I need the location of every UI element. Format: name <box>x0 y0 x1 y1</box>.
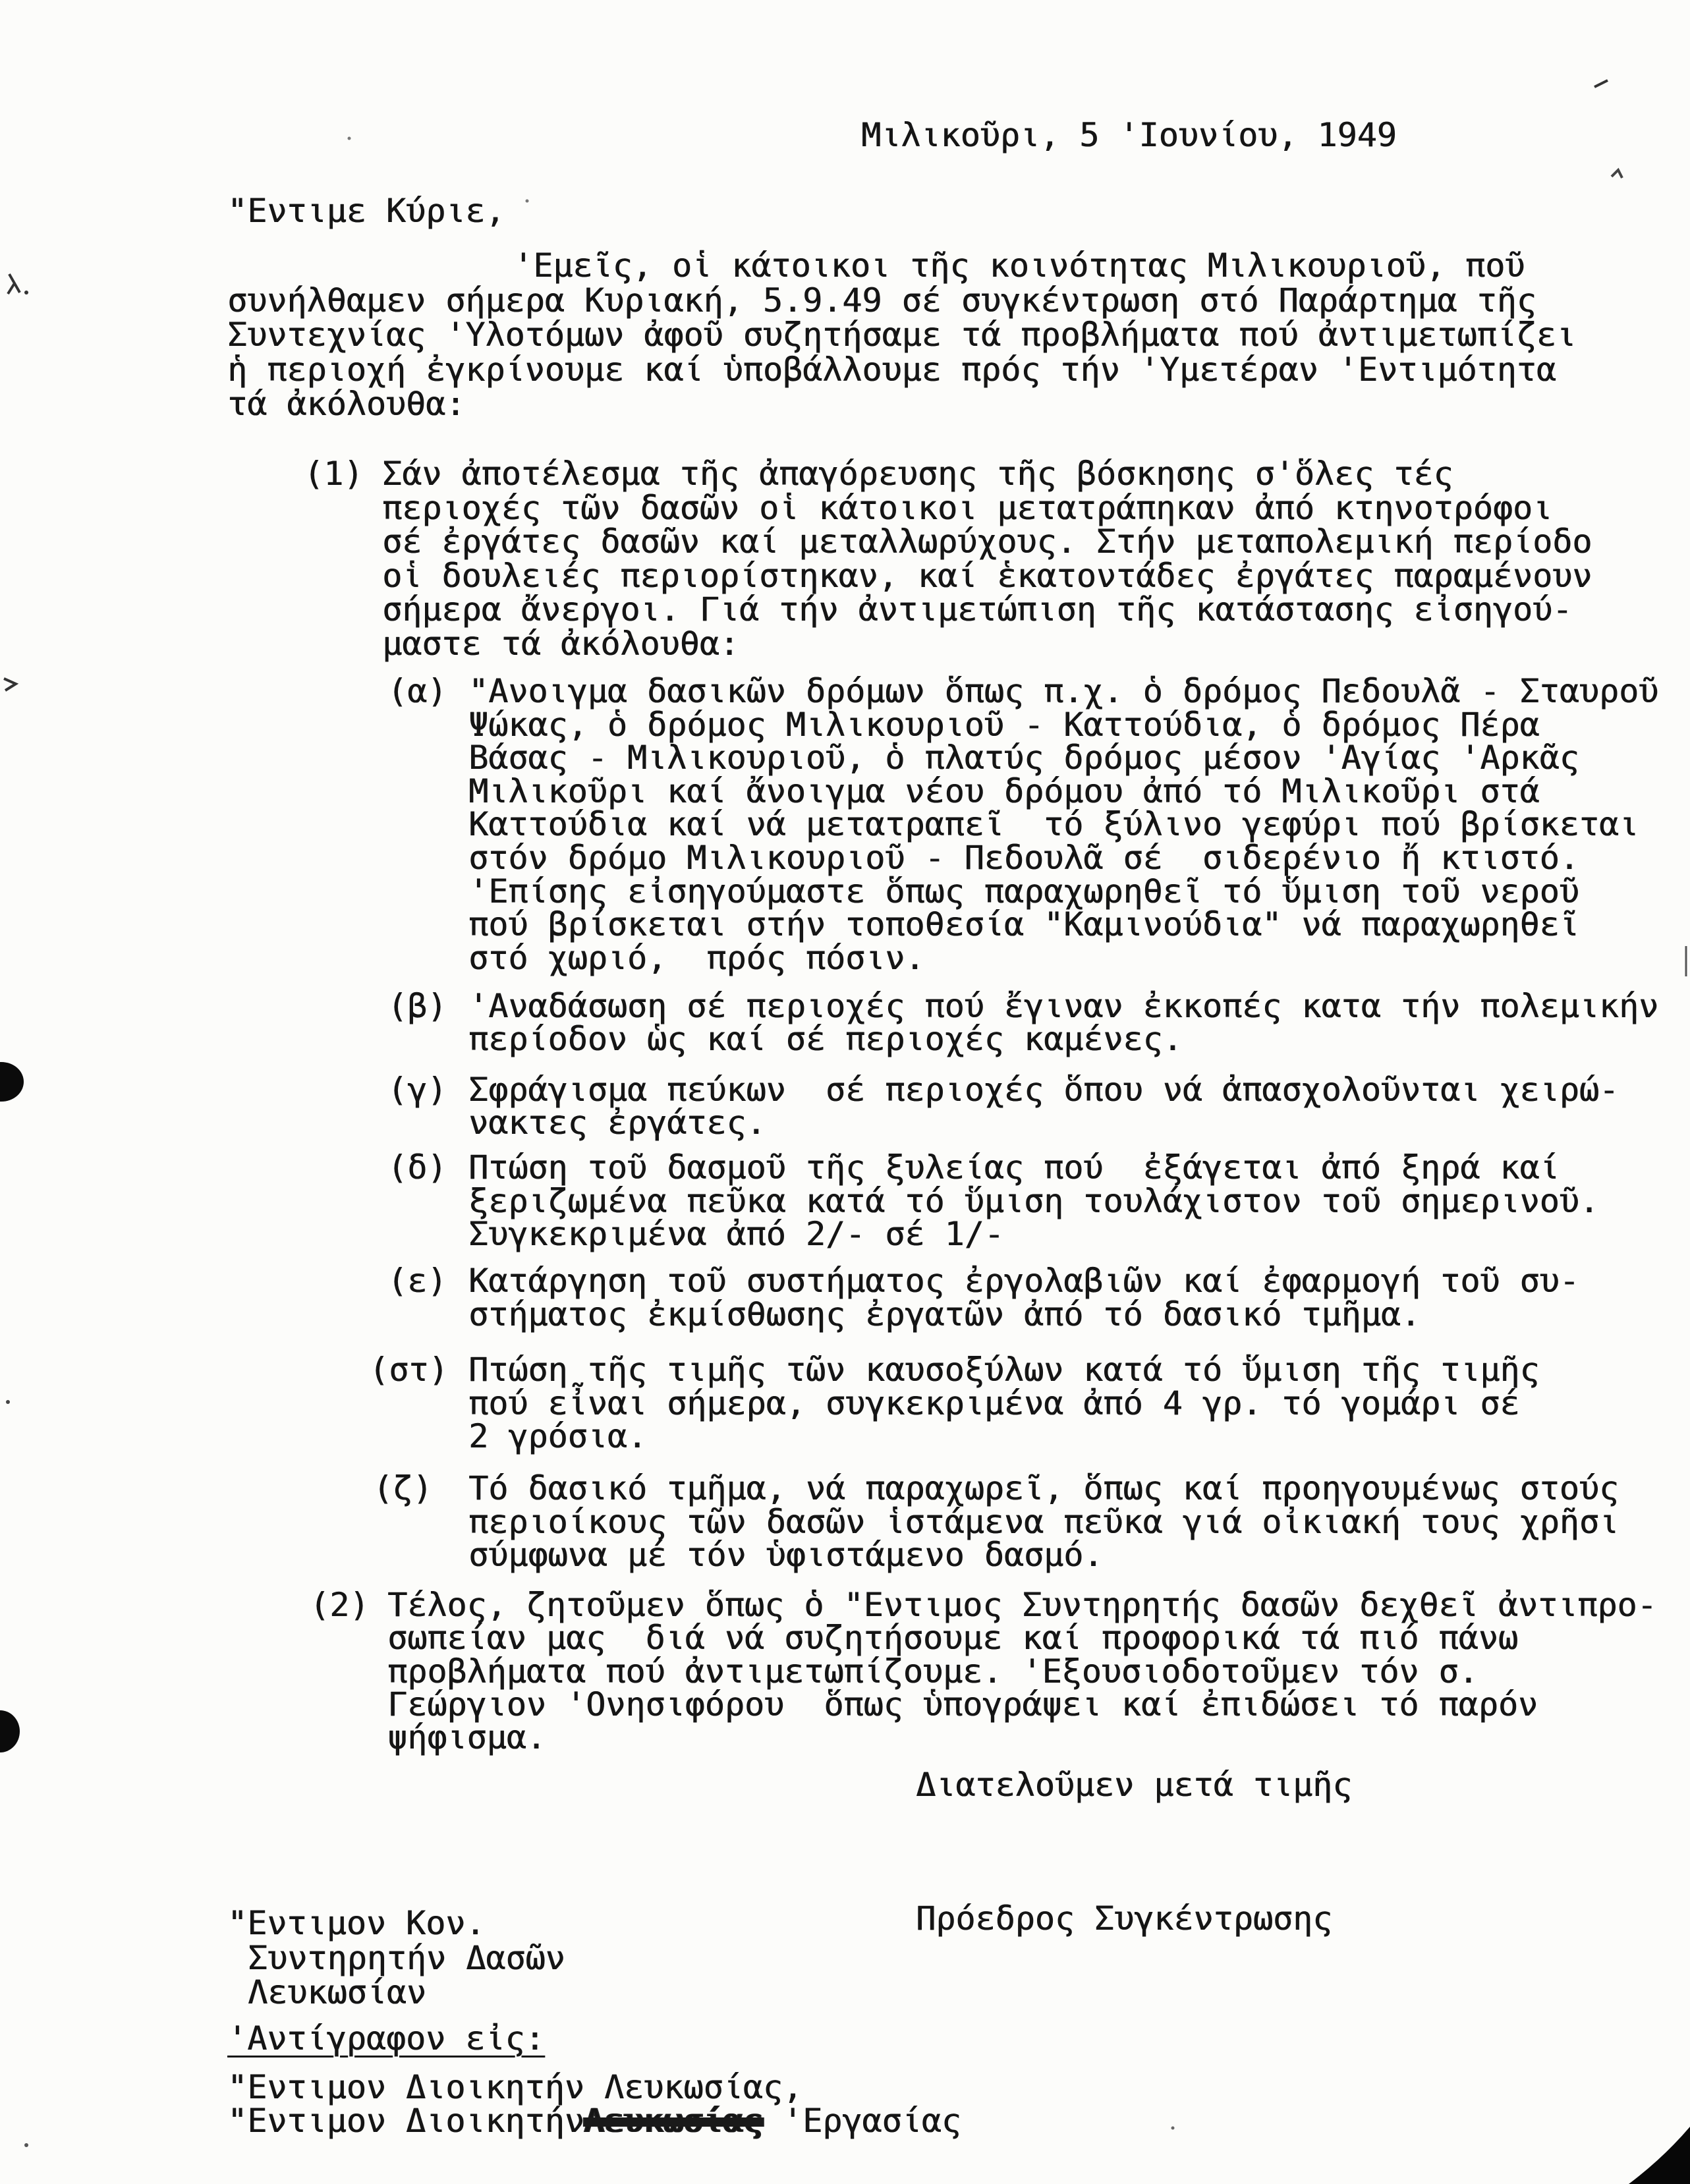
subitem-stigma-line: Πτώση τῆς τιμῆς τῶν καυσοξύλων κατά τό ὕμιση τῆς τιμῆς <box>468 1351 1540 1389</box>
subitem-stigma-line: πού εἶναι σήμερα, συγκεκριμένα ἀπό 4 γρ. τό γομάρι σέ <box>468 1384 1520 1422</box>
copy-recipient: "Εντιμον Διοικητήν Λευκωσίας, <box>227 2068 803 2106</box>
addressee-line: "Εντιμον Κον. <box>227 1904 486 1942</box>
scan-speck <box>6 1400 10 1404</box>
scan-speck <box>24 291 28 294</box>
item-marker-2: (2) <box>310 1586 370 1624</box>
subitem-delta-line: ξεριζωμένα πεῦκα κατά τό ὕμιση τουλάχιστον τοῦ σημερινοῦ. <box>468 1181 1599 1220</box>
addressee-line: Συντηρητήν Δασῶν <box>248 1938 565 1977</box>
item-1-line: μαστε τά ἀκόλουθα: <box>382 624 739 663</box>
corner-shadow <box>1629 2127 1690 2184</box>
subitem-marker-alpha: (α) <box>387 672 447 710</box>
subitem-marker-zeta: (ζ) <box>373 1469 433 1507</box>
punch-hole-shadow <box>0 1062 24 1102</box>
subitem-alpha-line: Βάσας - Μιλικουριοῦ, ὁ πλατύς δρόμος μέσον 'Αγίας 'Αρκᾶς <box>468 739 1579 777</box>
subitem-epsilon-text <box>468 1264 1579 1331</box>
intro-line: συνήλθαμεν σήμερα Κυριακή, 5.9.49 σέ συγκέντρωση στό Παράρτημα τῆς <box>227 281 1536 320</box>
scan-speck <box>4 679 16 690</box>
subitem-alpha-line: Καττούδια καί νά μετατραπεῖ τό ξύλινο γεφύρι πού βρίσκεται <box>468 805 1639 844</box>
intro-line: ἡ περιοχή ἐγκρίνουμε καί ὑποβάλλουμε πρός τήν 'Υμετέραν 'Εντιμότητα <box>227 350 1556 389</box>
intro-line: Συντεχνίας 'Υλοτόμων ἀφοῦ συζητήσαμε τά προβλήματα πού ἀντιμετωπίζει <box>227 316 1576 354</box>
intro-paragraph <box>227 248 1576 422</box>
item-1-line: Σάν ἀποτέλεσμα τῆς ἀπαγόρευσης τῆς βόσκησης σ'ὅλες τές <box>382 455 1453 493</box>
copies-heading: 'Αντίγραφον εἰς: <box>227 2019 545 2058</box>
subitem-zeta-line: σύμφωνα μέ τόν ὑφιστάμενο δασμό. <box>468 1536 1104 1574</box>
punch-hole-shadow <box>0 1710 20 1752</box>
subitem-gamma-line: Σφράγισμα πεύκων σέ περιοχές ὅπου νά ἀπασχολοῦνται χειρώ- <box>468 1071 1619 1109</box>
item-1-line: σέ ἐργάτες δασῶν καί μεταλλωρύχους. Στήν μεταπολεμική περίοδο <box>382 522 1592 561</box>
subitem-epsilon-line: στήματος ἐκμίσθωσης ἐργατῶν ἀπό τό δασικό τμῆμα. <box>468 1295 1421 1333</box>
subitem-alpha-line: πού βρίσκεται στήν τοποθεσία "Καμινούδια" νά παραχωρηθεῖ <box>468 905 1579 944</box>
item-1-text <box>382 457 1592 661</box>
scan-speck <box>526 200 529 203</box>
struck-out-text: Λευκωσίας <box>584 2102 763 2140</box>
item-1-line: οἱ δουλειές περιορίστηκαν, καί ἑκατοντάδες ἐργάτες παραμένουν <box>382 556 1592 595</box>
subitem-gamma-line: νακτες ἐργάτες. <box>468 1104 766 1142</box>
item-1-line: περιοχές τῶν δασῶν οἱ κάτοικοι μετατράπηκαν ἀπό κτηνοτρόφοι <box>382 488 1553 527</box>
signature-title: Πρόεδρος Συγκέντρωσης <box>916 1899 1333 1938</box>
subitem-beta-text <box>468 987 1659 1058</box>
subitem-alpha-line: 'Επίσης εἰσηγούμαστε ὅπως παραχωρηθεῖ τό ὕμιση τοῦ νεροῦ <box>468 872 1579 910</box>
item-2-line: ψήφισμα. <box>387 1718 546 1757</box>
subitem-marker-stigma: (στ) <box>369 1351 449 1389</box>
subitem-beta-line: 'Αναδάσωση σέ περιοχές πού ἔγιναν ἐκκοπές κατα τήν πολεμικήν <box>468 987 1659 1025</box>
item-2-text <box>387 1586 1657 1757</box>
scan-speck <box>1171 2127 1175 2130</box>
intro-line: τά ἀκόλουθα: <box>227 385 466 423</box>
subitem-delta-text <box>468 1148 1599 1253</box>
scan-speck <box>1612 170 1622 178</box>
subitem-alpha-line: στόν δρόμο Μιλικουριοῦ - Πεδουλᾶ σέ σιδερένιο ἤ κτιστό. <box>468 838 1579 877</box>
item-2-line: Τέλος, ζητοῦμεν ὅπως ὁ "Εντιμος Συντηρητής δασῶν δεχθεῖ ἀντιπρο- <box>387 1586 1657 1624</box>
item-1-line: σήμερα ἄνεργοι. Γιά τήν ἀντιμετώπιση τῆς κατάστασης εἰσηγού- <box>382 590 1573 629</box>
place-date: Μιλικοῦρι, 5 'Ιουνίου, 1949 <box>861 116 1397 154</box>
addressee-block <box>227 1904 565 2011</box>
subitem-alpha-line: στό χωριό, πρός πόσιν. <box>468 938 925 977</box>
subitem-beta-line: περίοδον ὡς καί σέ περιοχές καμένες. <box>468 1020 1183 1058</box>
subitem-alpha-line: Μιλικοῦρι καί ἄνοιγμα νέου δρόμου ἀπό τό Μιλικοῦρι στά <box>468 771 1540 810</box>
subitem-alpha-line: Ψώκας, ὁ δρόμος Μιλικουριοῦ - Καττούδια, ὁ δρόμος Πέρα <box>468 705 1540 744</box>
item-2-line: Γεώργιον 'Ονησιφόρου ὅπως ὑπογράψει καί ἐπιδώσει τό παρόν <box>387 1685 1538 1723</box>
subitem-zeta-line: Τό δασικό τμῆμα, νά παραχωρεῖ, ὅπως καί προηγουμένως στούς <box>468 1469 1619 1507</box>
item-2-line: προβλήματα πού ἀντιμετωπίζουμε. 'Εξουσιοδοτοῦμεν τόν σ. <box>387 1652 1479 1691</box>
subitem-marker-epsilon: (ε) <box>387 1262 447 1300</box>
subitem-zeta-line: περιοίκους τῶν δασῶν ἱστάμενα πεῦκα γιά οἰκιακή τους χρῆσι <box>468 1502 1619 1541</box>
addressee-line: Λευκωσίαν <box>248 1973 426 2011</box>
copy-recipient-title: "Εντιμον Διοικητήν <box>227 2102 584 2140</box>
subitem-delta-line: Πτώση τοῦ δασμοῦ τῆς ξυλείας πού ἐξάγεται ἀπό ξηρά καί <box>468 1148 1560 1187</box>
subitem-marker-delta: (δ) <box>387 1148 447 1187</box>
subitem-marker-gamma: (γ) <box>387 1071 447 1109</box>
subitem-stigma-text <box>468 1353 1540 1453</box>
subitem-alpha-text <box>468 672 1659 977</box>
subitem-gamma-text <box>468 1071 1619 1142</box>
closing: Διατελοῦμεν μετά τιμῆς <box>916 1766 1353 1804</box>
scan-speck <box>348 137 351 140</box>
copy-recipient <box>227 2104 961 2138</box>
item-marker-1: (1) <box>304 455 364 493</box>
subitem-delta-line: Συγκεκριμένα ἀπό 2/- σέ 1/- <box>468 1215 1004 1253</box>
subitem-zeta-text <box>468 1469 1619 1574</box>
scan-speck <box>8 274 20 294</box>
subitem-marker-beta: (β) <box>387 987 447 1025</box>
subitem-epsilon-line: Κατάργηση τοῦ συστήματος ἐργολαβιῶν καί ἐφαρμογή τοῦ συ- <box>468 1262 1579 1300</box>
scan-speck <box>1594 80 1608 87</box>
intro-line: 'Εμεῖς, οἱ κάτοικοι τῆς κοινότητας Μιλικουριοῦ, ποῦ <box>513 246 1525 285</box>
copy-recipient-department: 'Εργασίας <box>762 2102 961 2140</box>
scan-speck <box>24 2143 28 2147</box>
subitem-stigma-line: 2 γρόσια. <box>468 1417 647 1455</box>
salutation: "Εντιμε Κύριε, <box>227 192 505 230</box>
item-2-line: σωπείαν μας διά νά συζητήσουμε καί προφορικά τά πιό πάνω <box>387 1619 1518 1658</box>
subitem-alpha-line: "Ανοιγμα δασικῶν δρόμων ὅπως π.χ. ὁ δρόμος Πεδουλᾶ - Σταυροῦ <box>468 672 1659 710</box>
